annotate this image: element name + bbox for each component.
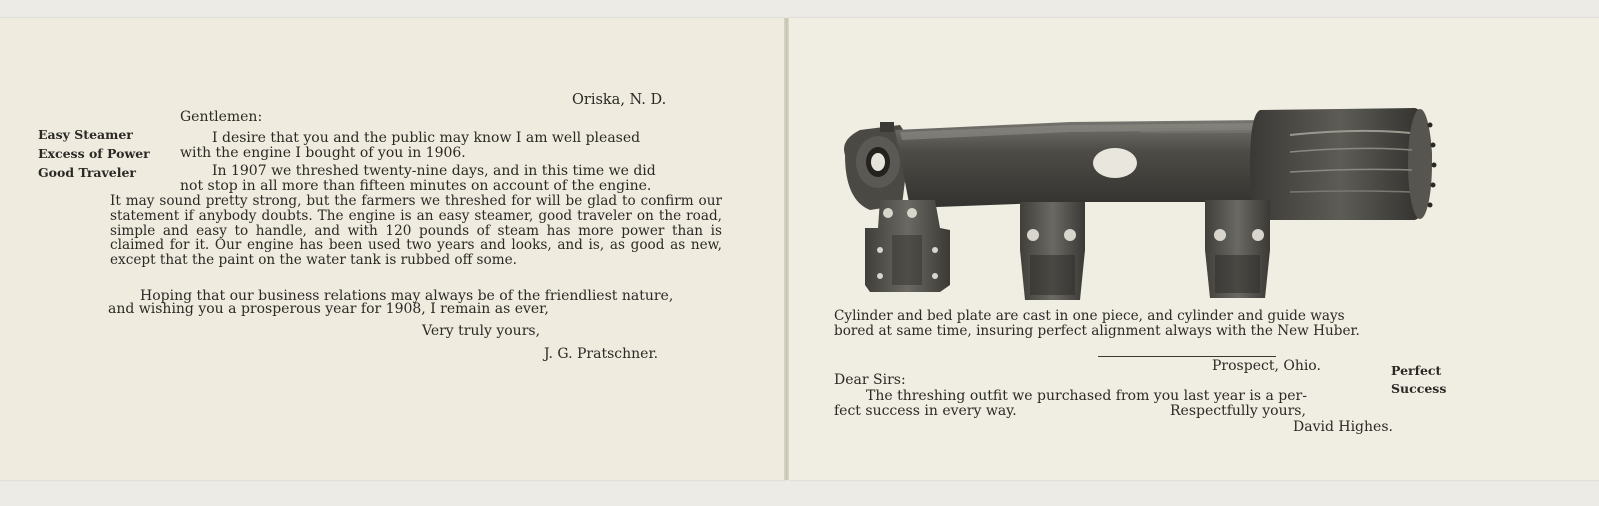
- side-note-easy-steamer: Easy Steamer: [38, 127, 133, 142]
- bed-plate-body: [895, 120, 1280, 208]
- left-closing: Very truly yours,: [422, 323, 541, 339]
- right-signature: David Highes.: [1293, 419, 1393, 435]
- left-body-text: It may sound pretty strong, but the farmers we threshed for will be glad to confirm our statement if anybody doubts. The engine is an easy steamer, good traveler on the road, simple and easy to handle, and with 120 pounds of steam has more power than is claimed for it. Our engine has been used two years and looks, and is, as good as new, except that the paint on the water tank is rubbed off some.: [110, 193, 722, 269]
- right-salutation: Dear Sirs:: [834, 372, 906, 388]
- front-foot: [865, 200, 950, 292]
- middle-foot: [1020, 202, 1085, 300]
- side-note-excess-power: Excess of Power: [38, 146, 150, 161]
- left-body-paragraph: [110, 194, 722, 268]
- left-line-4: not stop in all more than fifteen minutes on account of the engine.: [180, 178, 652, 194]
- caption-line-2: bored at same time, insuring perfect alignment always with the New Huber.: [834, 323, 1360, 339]
- right-location: Prospect, Ohio.: [1212, 358, 1321, 374]
- caption-line-1: Cylinder and bed plate are cast in one piece, and cylinder and guide ways: [834, 308, 1345, 324]
- left-closing-line-2: and wishing you a prosperous year for 1908, I remain as ever,: [108, 301, 549, 317]
- left-signature: J. G. Pratschner.: [544, 346, 659, 362]
- section-divider: [1098, 356, 1276, 357]
- left-location: Oriska, N. D.: [572, 92, 667, 108]
- left-salutation: Gentlemen:: [180, 109, 263, 125]
- side-note-perfect: Perfect: [1391, 363, 1442, 378]
- engine-cylinder-illustration: [840, 100, 1460, 315]
- right-closing: Respectfully yours,: [1170, 403, 1306, 419]
- right-line-2: fect success in every way.: [834, 403, 1017, 419]
- side-note-good-traveler: Good Traveler: [38, 165, 137, 180]
- left-closing-line-1: Hoping that our business relations may always be of the friendliest nature,: [140, 288, 674, 304]
- left-line-3: In 1907 we threshed twenty-nine days, and in this time we did: [212, 163, 656, 179]
- side-note-success: Success: [1391, 381, 1447, 396]
- cylinder: [1250, 108, 1437, 220]
- left-line-2: with the engine I bought of you in 1906.: [180, 145, 466, 161]
- rear-foot: [1205, 200, 1270, 298]
- page-gutter: [784, 18, 789, 480]
- left-line-1: I desire that you and the public may know I am well pleased: [212, 130, 641, 146]
- right-line-1: The threshing outfit we purchased from you last year is a per-: [866, 388, 1307, 404]
